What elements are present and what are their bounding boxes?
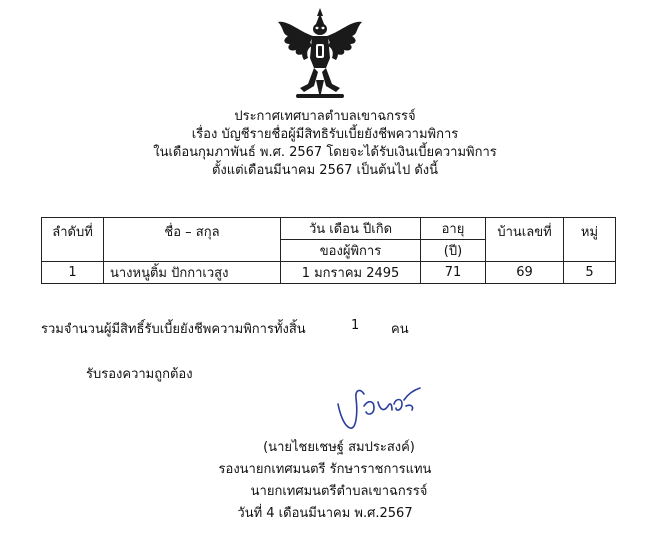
certify-text: รับรองความถูกต้อง [86, 367, 193, 382]
header-name: ชื่อ – สกุล [104, 218, 281, 262]
garuda-emblem-icon [270, 6, 370, 102]
cell-age: 71 [421, 262, 486, 284]
handwritten-signature [334, 384, 424, 432]
heading-line-4: ตั้งแต่เดือนมีนาคม 2567 เป็นต้นไป ดังนี้ [211, 163, 439, 178]
header-house: บ้านเลขที่ [486, 218, 564, 262]
heading-line-3: ในเดือนกุมภาพันธ์ พ.ศ. 2567 โดยจะได้รับเงินเบี้ยความพิการ [153, 145, 497, 160]
header-dob: วัน เดือน ปีเกิด [281, 218, 421, 240]
summary-unit: คน [391, 322, 409, 337]
header-dob-sub: ของผู้พิการ [281, 240, 421, 262]
cell-moo: 5 [564, 262, 616, 284]
cell-house: 69 [486, 262, 564, 284]
header-no: ลำดับที่ [42, 218, 104, 262]
header-age-sub: (ปี) [421, 240, 486, 262]
summary-label: รวมจำนวนผู้มีสิทธิ์รับเบี้ยยังชีพความพิการทั้งสิ้น [41, 322, 306, 337]
table-header-row-1 [42, 218, 616, 240]
heading-line-2: เรื่อง บัญชีรายชื่อผู้มีสิทธิรับเบี้ยยังชีพความพิการ [191, 127, 459, 142]
cell-dob: 1 มกราคม 2495 [281, 262, 421, 284]
signer-date: วันที่ 4 เดือนมีนาคม พ.ศ.2567 [237, 506, 413, 521]
beneficiary-table [41, 217, 616, 284]
signer-block [0, 437, 650, 525]
announcement-heading [0, 108, 650, 180]
summary-line [41, 318, 409, 339]
heading-line-1: ประกาศเทศบาลตำบลเขาฉกรรจ์ [234, 109, 416, 124]
signer-position-1: รองนายกเทศมนตรี รักษาราชการแทน [218, 462, 432, 477]
signer-position-2: นายกเทศมนตรีตำบลเขาฉกรรจ์ [250, 484, 428, 499]
table-row [42, 262, 616, 284]
signer-name: (นายไชยเชษฐ์ สมประสงค์) [263, 440, 415, 455]
cell-name: นางหนูติ้ม ปักกาเวสูง [104, 262, 281, 284]
summary-count: 1 [351, 318, 360, 333]
header-age: อายุ [421, 218, 486, 240]
cell-no: 1 [42, 262, 104, 284]
header-moo: หมู่ [564, 218, 616, 262]
